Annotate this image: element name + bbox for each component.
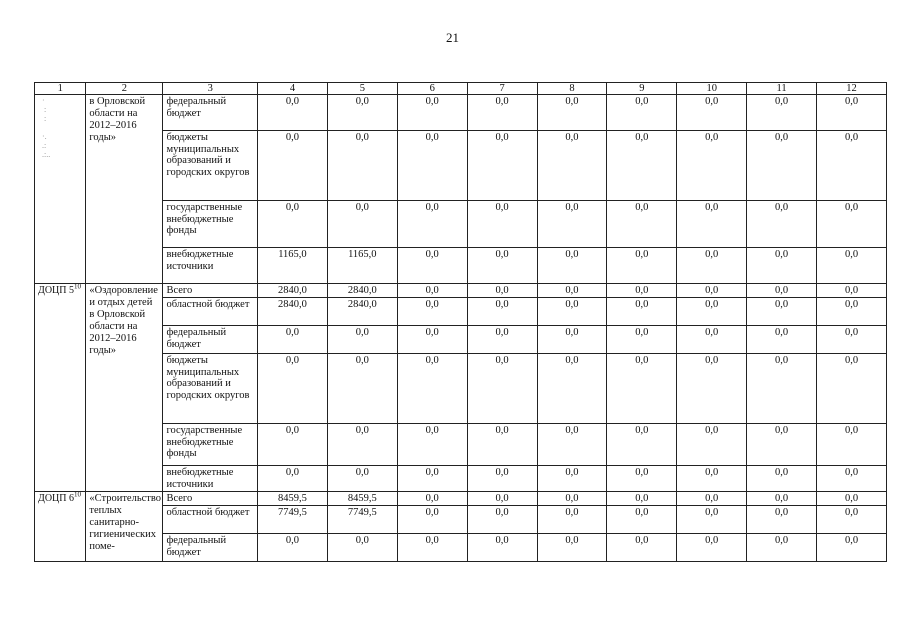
value-cell: 0,0: [817, 326, 887, 354]
value-cell: 0,0: [327, 131, 397, 201]
value-cell: 0,0: [397, 284, 467, 298]
value-cell: 0,0: [258, 131, 328, 201]
value-cell: 0,0: [537, 424, 607, 466]
funding-source: бюджеты муниципальных образований и городских округов: [163, 131, 258, 201]
table-row: [35, 506, 887, 534]
value-cell: 0,0: [397, 424, 467, 466]
value-cell: 0,0: [677, 506, 747, 534]
value-cell: 0,0: [397, 131, 467, 201]
funding-source: государственные внебюджетные фонды: [163, 424, 258, 466]
table-row: [35, 424, 887, 466]
value-cell: 0,0: [817, 466, 887, 492]
value-cell: 2840,0: [327, 298, 397, 326]
value-cell: 0,0: [537, 131, 607, 201]
value-cell: 0,0: [258, 95, 328, 131]
column-header: 11: [747, 83, 817, 95]
value-cell: 0,0: [677, 424, 747, 466]
value-cell: 0,0: [397, 354, 467, 424]
value-cell: 0,0: [397, 506, 467, 534]
value-cell: 0,0: [677, 248, 747, 284]
value-cell: 0,0: [467, 284, 537, 298]
value-cell: 0,0: [258, 201, 328, 248]
value-cell: 0,0: [467, 534, 537, 562]
column-header: 3: [163, 83, 258, 95]
value-cell: 0,0: [607, 131, 677, 201]
value-cell: 0,0: [817, 506, 887, 534]
value-cell: 0,0: [747, 95, 817, 131]
value-cell: 0,0: [607, 95, 677, 131]
value-cell: 0,0: [747, 492, 817, 506]
value-cell: 0,0: [537, 248, 607, 284]
value-cell: 0,0: [817, 424, 887, 466]
program-name: «Строительство теплых санитарно-гигиенических поме-: [86, 492, 163, 562]
table-row: [35, 284, 887, 298]
value-cell: 0,0: [607, 298, 677, 326]
value-cell: 0,0: [258, 354, 328, 424]
funding-source: бюджеты муниципальных образований и городских округов: [163, 354, 258, 424]
funding-source: федеральный бюджет: [163, 95, 258, 131]
funding-source: внебюджетные источники: [163, 466, 258, 492]
value-cell: 0,0: [537, 534, 607, 562]
value-cell: 0,0: [677, 298, 747, 326]
table-row: [35, 248, 887, 284]
value-cell: 0,0: [467, 248, 537, 284]
funding-source: федеральный бюджет: [163, 534, 258, 562]
value-cell: 0,0: [817, 95, 887, 131]
column-header: 8: [537, 83, 607, 95]
value-cell: 0,0: [397, 326, 467, 354]
value-cell: 0,0: [467, 201, 537, 248]
program-code: [35, 492, 86, 562]
table-row: [35, 326, 887, 354]
value-cell: 0,0: [537, 466, 607, 492]
value-cell: 0,0: [607, 506, 677, 534]
page-number: 21: [446, 30, 459, 45]
program-name: в Орловской области на 2012–2016 годы»: [86, 95, 163, 284]
value-cell: 0,0: [537, 326, 607, 354]
column-header: 2: [86, 83, 163, 95]
funding-source: Всего: [163, 284, 258, 298]
value-cell: 0,0: [747, 201, 817, 248]
value-cell: 0,0: [467, 95, 537, 131]
value-cell: 0,0: [817, 534, 887, 562]
value-cell: 1165,0: [327, 248, 397, 284]
value-cell: 0,0: [677, 284, 747, 298]
funding-source: государственные внебюджетные фонды: [163, 201, 258, 248]
header-row: [35, 83, 887, 95]
table-row: [35, 201, 887, 248]
column-header: 6: [397, 83, 467, 95]
value-cell: 0,0: [817, 131, 887, 201]
value-cell: 0,0: [747, 248, 817, 284]
value-cell: 0,0: [258, 466, 328, 492]
value-cell: 0,0: [467, 424, 537, 466]
value-cell: 1165,0: [258, 248, 328, 284]
value-cell: 0,0: [397, 248, 467, 284]
value-cell: 0,0: [467, 466, 537, 492]
value-cell: 7749,5: [327, 506, 397, 534]
value-cell: 0,0: [537, 354, 607, 424]
value-cell: 2840,0: [258, 298, 328, 326]
value-cell: 0,0: [747, 424, 817, 466]
table-row: [35, 298, 887, 326]
value-cell: 0,0: [467, 298, 537, 326]
value-cell: 0,0: [258, 534, 328, 562]
table-row: [35, 131, 887, 201]
value-cell: 0,0: [537, 506, 607, 534]
column-header: 10: [677, 83, 747, 95]
table-body: [35, 95, 887, 562]
table-row: [35, 492, 887, 506]
value-cell: 0,0: [327, 326, 397, 354]
table-row: [35, 466, 887, 492]
value-cell: 0,0: [677, 326, 747, 354]
value-cell: 2840,0: [327, 284, 397, 298]
value-cell: 0,0: [607, 284, 677, 298]
funding-source: федеральный бюджет: [163, 326, 258, 354]
value-cell: 0,0: [607, 326, 677, 354]
column-header: 5: [327, 83, 397, 95]
value-cell: 0,0: [397, 534, 467, 562]
funding-source: областной бюджет: [163, 506, 258, 534]
footnote-marker: 10: [74, 283, 81, 291]
value-cell: 0,0: [677, 95, 747, 131]
value-cell: 0,0: [397, 492, 467, 506]
value-cell: 0,0: [607, 534, 677, 562]
value-cell: 0,0: [467, 492, 537, 506]
program-code: [35, 95, 86, 284]
value-cell: 7749,5: [258, 506, 328, 534]
table-row: [35, 534, 887, 562]
value-cell: 0,0: [677, 534, 747, 562]
program-code-text: ДОЦП 6: [38, 493, 74, 504]
value-cell: 0,0: [677, 201, 747, 248]
value-cell: 0,0: [397, 298, 467, 326]
value-cell: 0,0: [327, 466, 397, 492]
value-cell: 0,0: [607, 424, 677, 466]
value-cell: 0,0: [537, 95, 607, 131]
value-cell: 0,0: [817, 354, 887, 424]
value-cell: 0,0: [677, 492, 747, 506]
value-cell: 0,0: [537, 284, 607, 298]
value-cell: 0,0: [747, 298, 817, 326]
value-cell: 0,0: [817, 201, 887, 248]
value-cell: 0,0: [747, 506, 817, 534]
value-cell: 0,0: [677, 354, 747, 424]
value-cell: 0,0: [607, 354, 677, 424]
value-cell: 8459,5: [327, 492, 397, 506]
value-cell: 0,0: [258, 424, 328, 466]
value-cell: 0,0: [607, 201, 677, 248]
value-cell: 0,0: [327, 95, 397, 131]
value-cell: 0,0: [327, 354, 397, 424]
program-code: [35, 284, 86, 492]
value-cell: 0,0: [467, 326, 537, 354]
value-cell: 8459,5: [258, 492, 328, 506]
funding-source: областной бюджет: [163, 298, 258, 326]
column-header: 7: [467, 83, 537, 95]
value-cell: 0,0: [327, 201, 397, 248]
funding-source: Всего: [163, 492, 258, 506]
value-cell: 0,0: [817, 298, 887, 326]
value-cell: 0,0: [537, 298, 607, 326]
value-cell: 0,0: [397, 201, 467, 248]
budget-table: [34, 82, 887, 562]
value-cell: 0,0: [607, 248, 677, 284]
value-cell: 0,0: [467, 354, 537, 424]
value-cell: 0,0: [747, 284, 817, 298]
value-cell: 0,0: [258, 326, 328, 354]
value-cell: 0,0: [327, 424, 397, 466]
value-cell: 0,0: [747, 534, 817, 562]
value-cell: 0,0: [747, 466, 817, 492]
column-header: 4: [258, 83, 328, 95]
program-code-text: ДОЦП 5: [38, 285, 74, 296]
value-cell: 0,0: [817, 248, 887, 284]
value-cell: 0,0: [677, 466, 747, 492]
value-cell: 0,0: [747, 354, 817, 424]
value-cell: 0,0: [607, 466, 677, 492]
footnote-marker: 10: [74, 491, 81, 499]
column-header: 1: [35, 83, 86, 95]
value-cell: 0,0: [537, 201, 607, 248]
table-row: [35, 354, 887, 424]
value-cell: 0,0: [537, 492, 607, 506]
funding-source: внебюджетные источники: [163, 248, 258, 284]
value-cell: 0,0: [817, 492, 887, 506]
column-header: 12: [817, 83, 887, 95]
table-row: [35, 95, 887, 131]
value-cell: 0,0: [747, 326, 817, 354]
column-header: 9: [607, 83, 677, 95]
value-cell: 0,0: [467, 506, 537, 534]
value-cell: 0,0: [607, 492, 677, 506]
value-cell: 0,0: [397, 466, 467, 492]
scan-marks-decoration: · : : ·. .: .:..: [42, 96, 51, 159]
value-cell: 0,0: [397, 95, 467, 131]
value-cell: 2840,0: [258, 284, 328, 298]
value-cell: 0,0: [677, 131, 747, 201]
value-cell: 0,0: [327, 534, 397, 562]
value-cell: 0,0: [747, 131, 817, 201]
program-name: «Оздоровление и отдых детей в Орловской области на 2012–2016 годы»: [86, 284, 163, 492]
value-cell: 0,0: [817, 284, 887, 298]
value-cell: 0,0: [467, 131, 537, 201]
